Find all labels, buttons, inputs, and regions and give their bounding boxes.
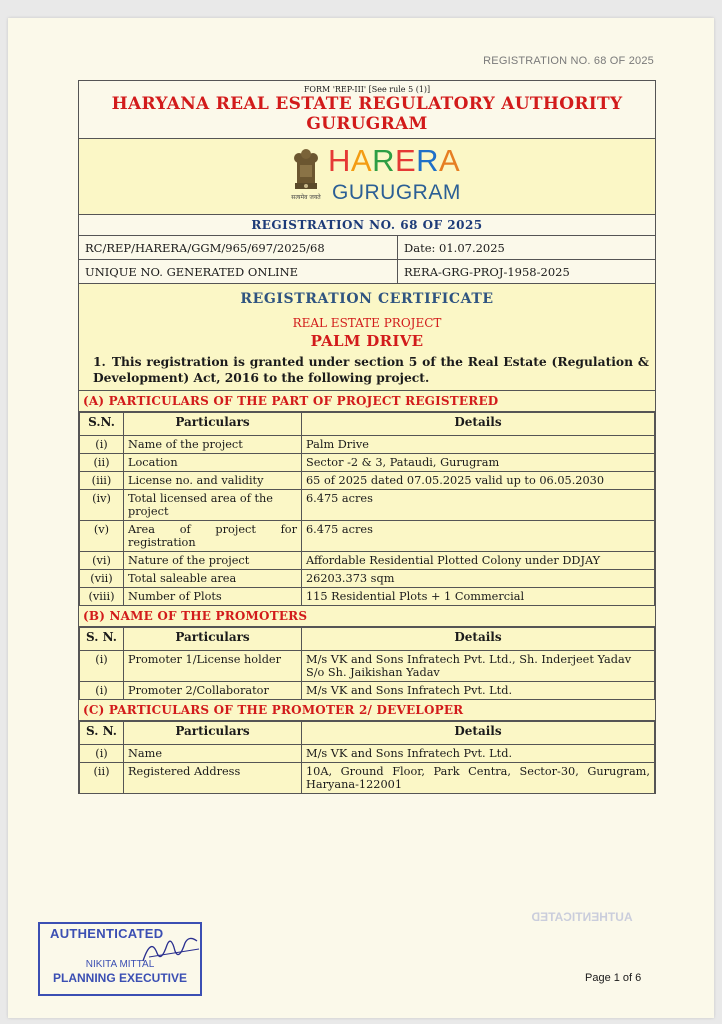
row-sn: (i)	[80, 682, 124, 700]
clause-number: 1.	[93, 354, 106, 369]
unique-number-value: RERA-GRG-PROJ-1958-2025	[404, 265, 570, 279]
row-particular: Promoter 1/License holder	[124, 651, 302, 682]
authentication-stamp	[38, 922, 202, 996]
row-particular: License no. and validity	[124, 472, 302, 490]
project-type: REAL ESTATE PROJECT	[292, 316, 442, 330]
harera-logo-letter: A	[439, 143, 461, 178]
certificate-body	[79, 284, 655, 391]
table-row	[80, 472, 655, 490]
row-detail: 65 of 2025 dated 07.05.2025 valid up to 06.05.2030	[302, 472, 655, 490]
table-row	[80, 552, 655, 570]
section-b-table	[79, 627, 655, 700]
header-sn: S.N.	[80, 413, 124, 436]
row-particular: Name	[124, 745, 302, 763]
row-detail: M/s VK and Sons Infratech Pvt. Ltd.	[302, 745, 655, 763]
mirror-stamp-label: AUTHENTICATED	[531, 910, 633, 924]
harera-gurugram-text: GURUGRAM	[332, 181, 461, 204]
section-a-title: (A) PARTICULARS OF THE PART OF PROJECT REGISTERED	[79, 391, 655, 412]
grant-clause	[79, 352, 655, 390]
row-detail: Affordable Residential Plotted Colony under DDJAY	[302, 552, 655, 570]
row-detail: M/s VK and Sons Infratech Pvt. Ltd.	[302, 682, 655, 700]
stamp-name: NIKITA MITTAL	[85, 959, 155, 970]
table-row	[80, 651, 655, 682]
section-c-table	[79, 721, 655, 794]
table-row	[80, 588, 655, 606]
row-detail: Sector -2 & 3, Pataudi, Gurugram	[302, 454, 655, 472]
page-number: Page 1 of 6	[585, 972, 642, 984]
row-sn: (v)	[80, 521, 124, 552]
certificate-title: REGISTRATION CERTIFICATE	[240, 291, 494, 307]
table-row	[80, 745, 655, 763]
harera-logo-letter: A	[350, 143, 373, 178]
stamp-label: AUTHENTICATED	[50, 926, 164, 941]
table-row	[80, 436, 655, 454]
row-sn: (i)	[80, 651, 124, 682]
table-row	[80, 490, 655, 521]
header-sn: S. N.	[80, 722, 124, 745]
header-details: Details	[302, 722, 655, 745]
harera-logo-letter: H	[328, 143, 351, 178]
row-detail: 26203.373 sqm	[302, 570, 655, 588]
unique-number-row	[79, 260, 655, 284]
section-c-title: (C) PARTICULARS OF THE PROMOTER 2/ DEVELOPER	[79, 700, 655, 721]
row-sn: (vii)	[80, 570, 124, 588]
emblem-motto: सत्यमेव जयते	[291, 194, 321, 201]
row-particular: Location	[124, 454, 302, 472]
project-name: PALM DRIVE	[310, 332, 424, 350]
harera-logo-letter: R	[372, 143, 395, 178]
title-block	[79, 81, 655, 139]
row-sn: (ii)	[80, 763, 124, 794]
reference-row	[79, 236, 655, 260]
row-sn: (i)	[80, 436, 124, 454]
header-particulars: Particulars	[124, 628, 302, 651]
certificate-form	[78, 80, 656, 794]
row-particular: Nature of the project	[124, 552, 302, 570]
authority-line-2: GURUGRAM	[306, 114, 428, 134]
stamp-bleed-through	[512, 910, 652, 970]
header-sn: S. N.	[80, 628, 124, 651]
table-header	[80, 413, 655, 436]
row-sn: (viii)	[80, 588, 124, 606]
clause-text: This registration is granted under section 5 of the Real Estate (Regulation & Development) Act, 2016 to the following project.	[93, 354, 649, 385]
row-detail: Palm Drive	[302, 436, 655, 454]
section-b-title: (B) NAME OF THE PROMOTERS	[79, 606, 655, 627]
header-particulars: Particulars	[124, 413, 302, 436]
row-sn: (iii)	[80, 472, 124, 490]
row-particular: Area of project for registration	[124, 521, 302, 552]
registration-number: REGISTRATION NO. 68 OF 2025	[79, 215, 655, 236]
header-particulars: Particulars	[124, 722, 302, 745]
table-row	[80, 454, 655, 472]
table-header	[80, 722, 655, 745]
row-detail: 115 Residential Plots + 1 Commercial	[302, 588, 655, 606]
row-sn: (iv)	[80, 490, 124, 521]
logo-block	[79, 139, 655, 215]
reference-number: RC/REP/HARERA/GGM/965/697/2025/68	[79, 236, 398, 259]
row-particular: Registered Address	[124, 763, 302, 794]
header-details: Details	[302, 413, 655, 436]
row-detail: 6.475 acres	[302, 490, 655, 521]
table-header	[80, 628, 655, 651]
harera-logo-letter: E	[394, 143, 417, 178]
form-reference: FORM 'REP-III' [See rule 5 (1)]	[303, 85, 431, 94]
table-row	[80, 521, 655, 552]
row-particular: Promoter 2/Collaborator	[124, 682, 302, 700]
harera-logo-letter: R	[416, 143, 440, 178]
row-sn: (i)	[80, 745, 124, 763]
unique-number-label: UNIQUE NO. GENERATED ONLINE	[79, 260, 398, 283]
row-sn: (ii)	[80, 454, 124, 472]
table-row	[80, 570, 655, 588]
header-registration-number: REGISTRATION NO. 68 OF 2025	[483, 55, 654, 67]
issue-date: Date: 01.07.2025	[404, 241, 505, 255]
section-a-table	[79, 412, 655, 606]
row-particular: Total licensed area of the project	[124, 490, 302, 521]
row-particular: Number of Plots	[124, 588, 302, 606]
row-particular: Total saleable area	[124, 570, 302, 588]
row-detail: 10A, Ground Floor, Park Centra, Sector-30, Gurugram, Haryana-122001	[302, 763, 655, 794]
table-row	[80, 763, 655, 794]
table-row	[80, 682, 655, 700]
signature-icon	[139, 931, 203, 967]
row-detail: 6.475 acres	[302, 521, 655, 552]
authority-line-1: HARYANA REAL ESTATE REGULATORY AUTHORITY	[111, 94, 623, 114]
authority-title	[79, 94, 655, 138]
row-sn: (vi)	[80, 552, 124, 570]
national-emblem-icon	[286, 143, 326, 203]
row-detail: M/s VK and Sons Infratech Pvt. Ltd., Sh. Inderjeet Yadav S/o Sh. Jaikishan Yadav	[302, 651, 655, 682]
row-particular: Name of the project	[124, 436, 302, 454]
stamp-designation: PLANNING EXECUTIVE	[52, 971, 187, 985]
harera-logo-text	[328, 144, 460, 178]
header-details: Details	[302, 628, 655, 651]
